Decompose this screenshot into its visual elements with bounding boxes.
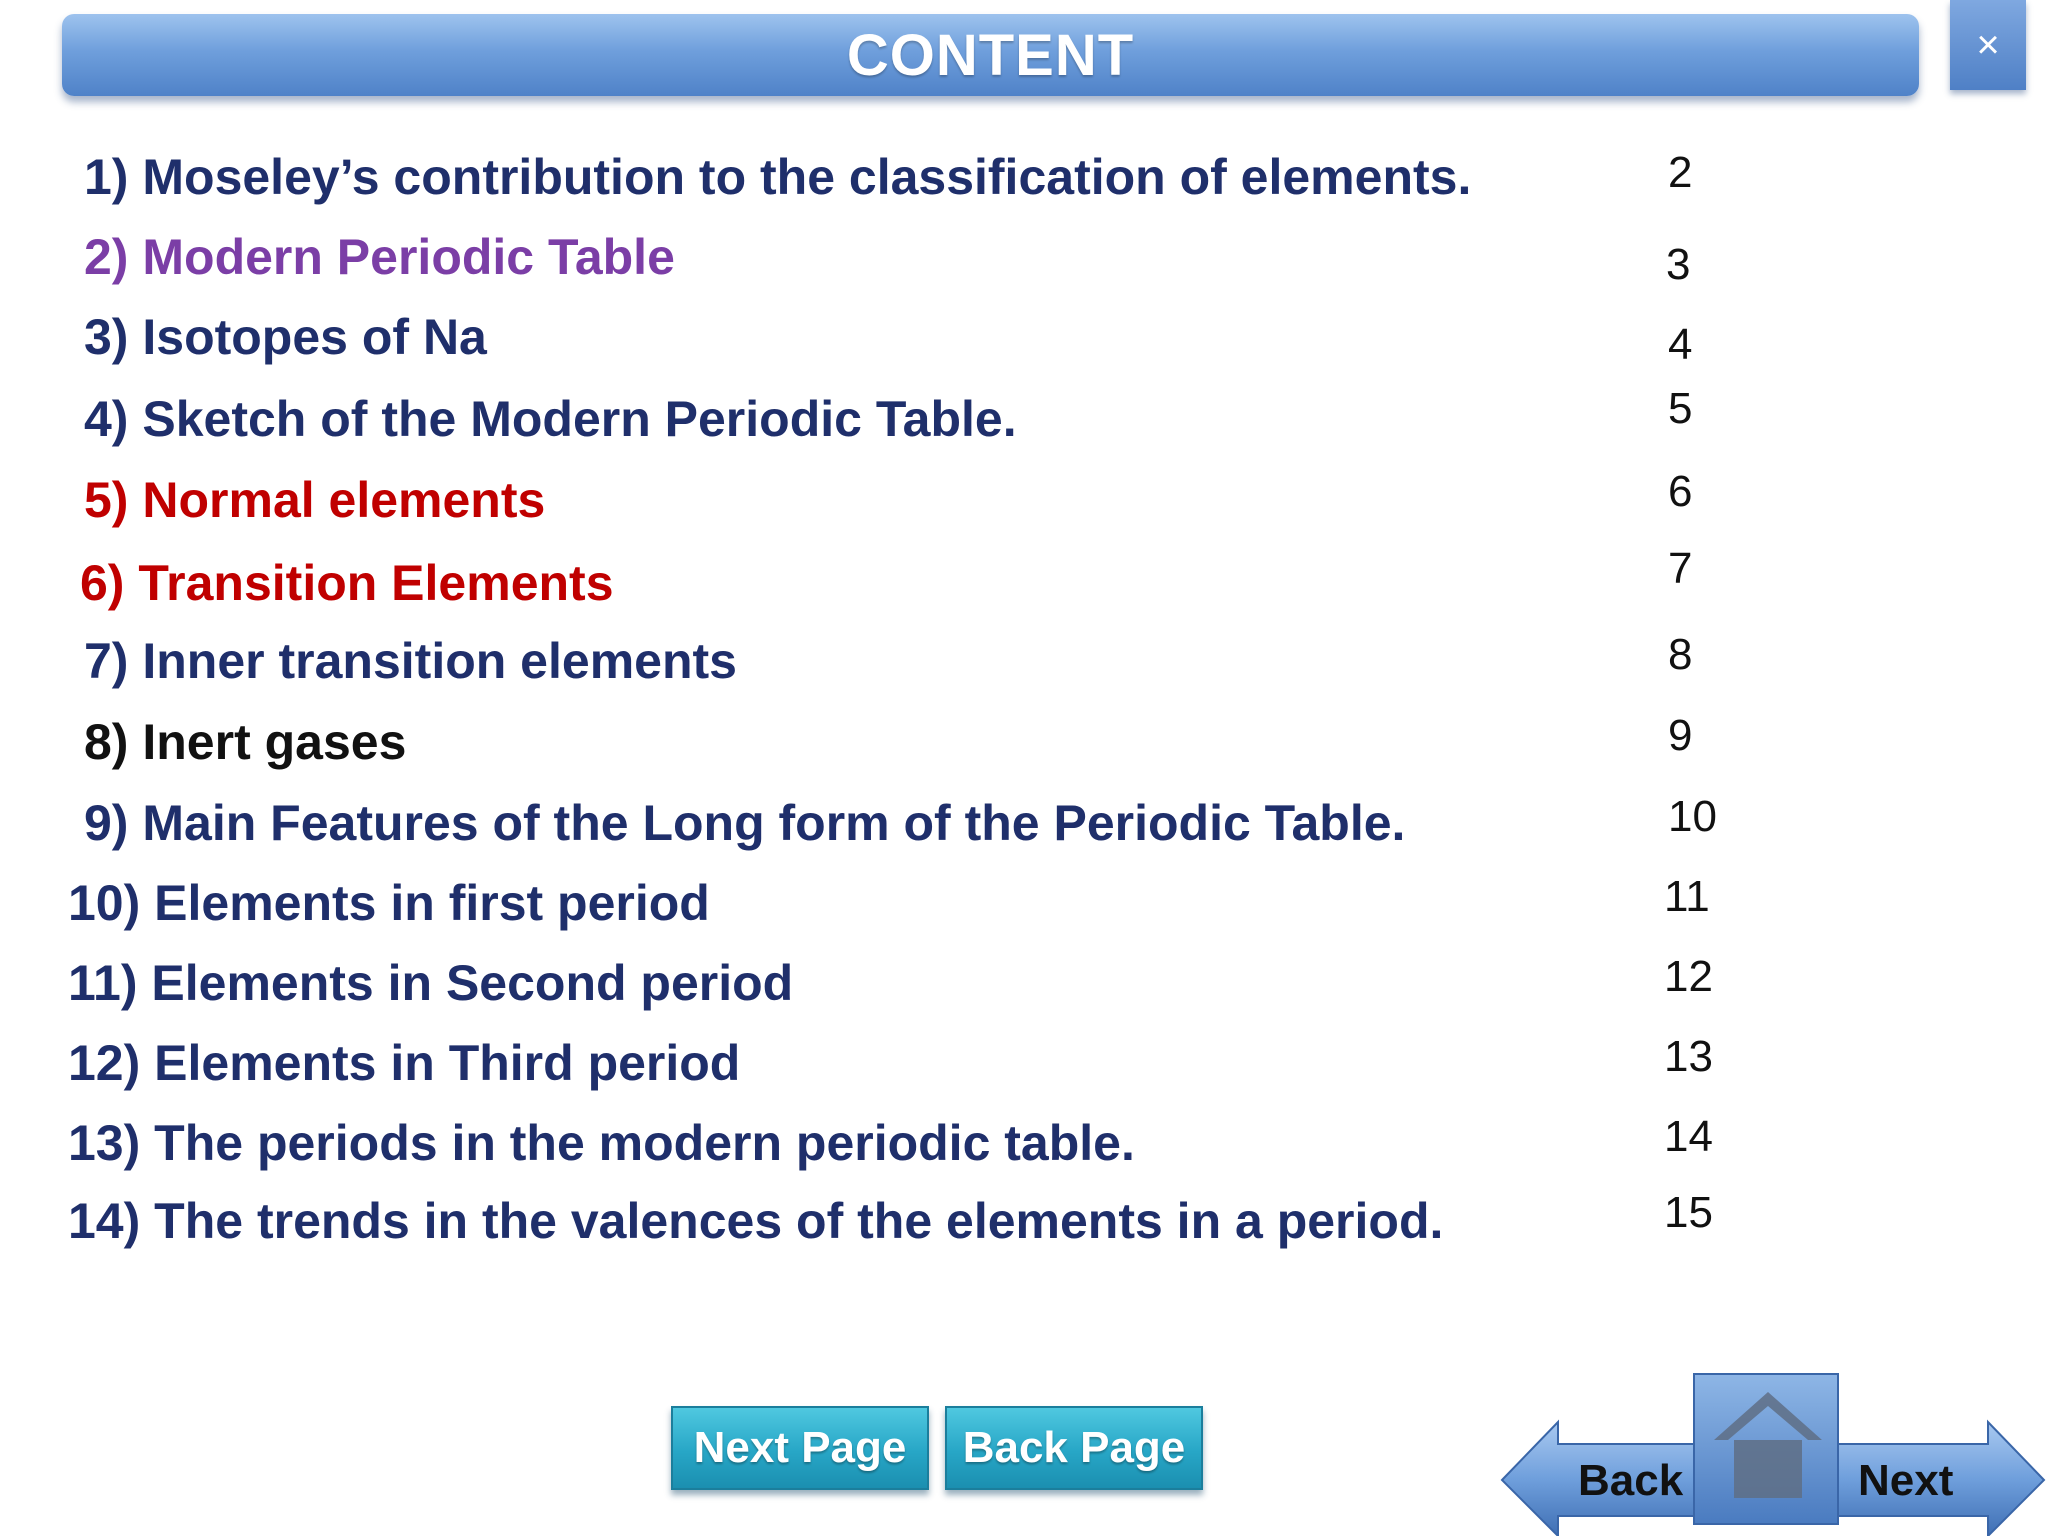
- toc-number: 9): [84, 795, 129, 851]
- toc-item-1[interactable]: [0, 148, 2048, 218]
- back-nav-label: Back: [1578, 1456, 1684, 1505]
- toc-item-4[interactable]: [0, 384, 2048, 460]
- toc-number: 1): [84, 149, 129, 205]
- toc-item-8[interactable]: [0, 713, 2048, 783]
- toc-number: 6): [80, 555, 125, 611]
- toc-number: 7): [84, 633, 129, 689]
- toc-page-number: 9: [1668, 711, 1693, 760]
- back-page-button[interactable]: [945, 1406, 1203, 1490]
- close-icon: ×: [1976, 23, 2000, 67]
- toc-title: Elements in first period: [154, 875, 710, 931]
- toc-page-number: 11: [1664, 872, 1710, 921]
- toc-item-2[interactable]: [0, 228, 2048, 298]
- toc-item-11[interactable]: [0, 954, 2048, 1024]
- toc-title: Inert gases: [142, 714, 407, 770]
- toc-page-number: 7: [1668, 544, 1693, 593]
- toc-page-number: 12: [1664, 952, 1713, 1001]
- toc-number: 5): [84, 472, 129, 528]
- toc-title: Transition Elements: [138, 555, 614, 611]
- toc-number: 10): [68, 875, 141, 931]
- toc-number: 4): [84, 391, 129, 447]
- toc-item-5[interactable]: [0, 467, 2048, 541]
- toc-page-number: 15: [1664, 1188, 1713, 1237]
- toc-page-number: 13: [1664, 1032, 1713, 1081]
- back-page-label: Back Page: [962, 1423, 1186, 1472]
- toc-item-6[interactable]: [0, 544, 2048, 624]
- toc-title: The trends in the valences of the elements in a period.: [154, 1193, 1444, 1249]
- toc-title: Isotopes of Na: [142, 309, 487, 365]
- toc-title: Inner transition elements: [142, 633, 737, 689]
- toc-page-number: 14: [1664, 1112, 1713, 1161]
- toc-title: Sketch of the Modern Periodic Table.: [142, 391, 1017, 447]
- next-page-button[interactable]: [671, 1406, 929, 1490]
- toc-page-number: 8: [1668, 630, 1693, 679]
- toc-number: 14): [68, 1193, 141, 1249]
- toc-number: 8): [84, 714, 129, 770]
- toc-title: Normal elements: [142, 472, 546, 528]
- toc-item-3[interactable]: [0, 308, 2048, 378]
- toc-title: Elements in Third period: [154, 1035, 741, 1091]
- toc-item-13[interactable]: [0, 1114, 2048, 1184]
- toc-title: Main Features of the Long form of the Periodic Table.: [142, 795, 1406, 851]
- home-button[interactable]: [1694, 1374, 1838, 1524]
- toc-item-14[interactable]: [0, 1188, 2048, 1262]
- toc-title: Modern Periodic Table: [142, 229, 675, 285]
- toc-page-number: 6: [1668, 467, 1693, 516]
- next-nav-label: Next: [1858, 1456, 1954, 1505]
- next-page-label: Next Page: [693, 1423, 907, 1472]
- toc-number: 3): [84, 309, 129, 365]
- toc-number: 2): [84, 229, 129, 285]
- toc-title: The periods in the modern periodic table.: [154, 1115, 1135, 1171]
- toc-number: 13): [68, 1115, 141, 1171]
- toc-title: Elements in Second period: [151, 955, 794, 1011]
- toc-title: Moseley’s contribution to the classification of elements.: [142, 149, 1472, 205]
- toc-item-9[interactable]: [0, 794, 2048, 864]
- toc-item-10[interactable]: [0, 874, 2048, 944]
- nav-controls: [1498, 1370, 2048, 1536]
- toc-number: 11): [68, 955, 138, 1011]
- toc-number: 12): [68, 1035, 141, 1091]
- toc-page-number: 5: [1668, 384, 1693, 433]
- toc-item-7[interactable]: [0, 632, 2048, 702]
- toc-page-number: 4: [1668, 320, 1693, 369]
- toc-page-number: 10: [1668, 792, 1717, 841]
- toc-page-number: 2: [1668, 148, 1693, 197]
- page-title: CONTENT: [846, 22, 1135, 88]
- toc-page-number: 3: [1666, 240, 1691, 289]
- toc-item-12[interactable]: [0, 1034, 2048, 1104]
